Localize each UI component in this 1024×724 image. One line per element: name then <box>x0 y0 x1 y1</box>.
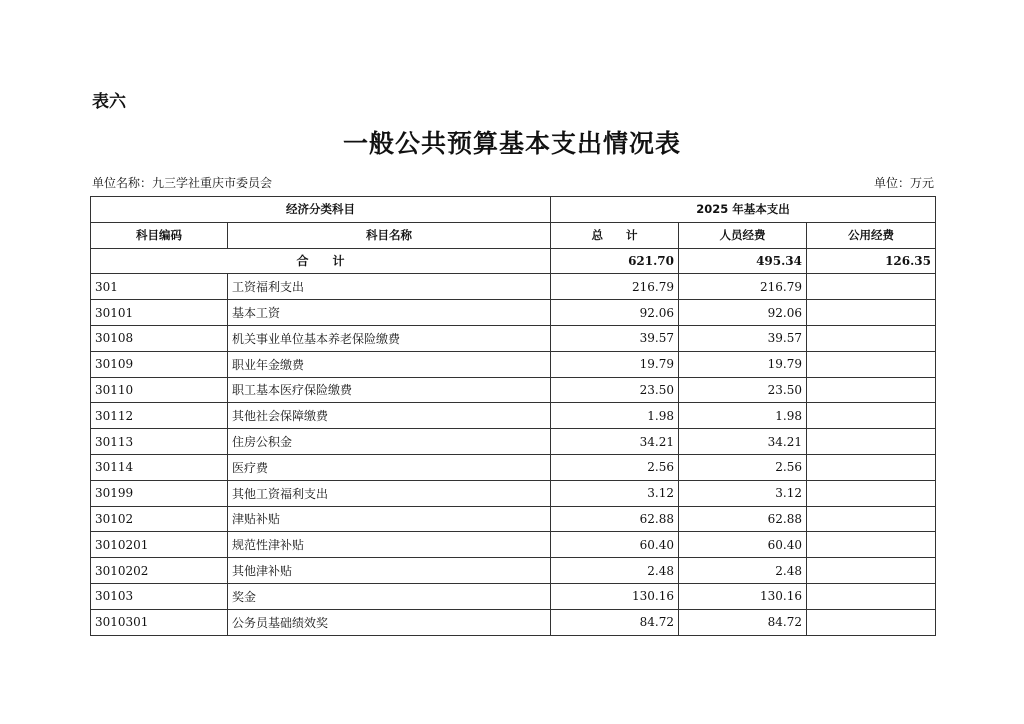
row-public <box>807 532 936 558</box>
row-public <box>807 506 936 532</box>
column-header-public: 公用经费 <box>807 222 936 248</box>
row-public <box>807 429 936 455</box>
row-public <box>807 480 936 506</box>
row-code: 30112 <box>91 403 228 429</box>
row-code: 301 <box>91 274 228 300</box>
row-total: 62.88 <box>551 506 679 532</box>
row-code: 30103 <box>91 583 228 609</box>
row-personnel: 1.98 <box>679 403 807 429</box>
row-name: 职业年金缴费 <box>228 351 551 377</box>
row-total: 34.21 <box>551 429 679 455</box>
row-public <box>807 403 936 429</box>
row-code: 30199 <box>91 480 228 506</box>
row-total: 92.06 <box>551 300 679 326</box>
row-personnel: 39.57 <box>679 325 807 351</box>
table-row <box>91 377 936 403</box>
row-name: 其他津补贴 <box>228 558 551 584</box>
table-row <box>91 325 936 351</box>
row-total: 3.12 <box>551 480 679 506</box>
unit-of-measure: 单位：万元 <box>873 176 934 190</box>
total-public: 126.35 <box>807 248 936 274</box>
column-header-code: 科目编码 <box>91 222 228 248</box>
row-total: 19.79 <box>551 351 679 377</box>
row-total: 2.48 <box>551 558 679 584</box>
row-public <box>807 300 936 326</box>
row-name: 工资福利支出 <box>228 274 551 300</box>
row-public <box>807 609 936 635</box>
total-amount: 621.70 <box>551 248 679 274</box>
row-personnel: 2.56 <box>679 454 807 480</box>
budget-table <box>90 196 936 636</box>
row-personnel: 34.21 <box>679 429 807 455</box>
table-row <box>91 300 936 326</box>
row-public <box>807 351 936 377</box>
row-code: 30113 <box>91 429 228 455</box>
row-total: 39.57 <box>551 325 679 351</box>
row-code: 30114 <box>91 454 228 480</box>
unit-info-line <box>92 174 934 191</box>
row-code: 30101 <box>91 300 228 326</box>
row-total: 60.40 <box>551 532 679 558</box>
row-code: 3010201 <box>91 532 228 558</box>
row-code: 30108 <box>91 325 228 351</box>
row-name: 津贴补贴 <box>228 506 551 532</box>
total-personnel: 495.34 <box>679 248 807 274</box>
total-row <box>91 248 936 274</box>
row-total: 216.79 <box>551 274 679 300</box>
row-public <box>807 377 936 403</box>
row-personnel: 84.72 <box>679 609 807 635</box>
row-total: 1.98 <box>551 403 679 429</box>
row-public <box>807 583 936 609</box>
column-header-total: 总 计 <box>551 222 679 248</box>
economic-category-header: 经济分类科目 <box>91 197 551 223</box>
row-code: 3010202 <box>91 558 228 584</box>
row-name: 机关事业单位基本养老保险缴费 <box>228 325 551 351</box>
row-name: 住房公积金 <box>228 429 551 455</box>
row-name: 奖金 <box>228 583 551 609</box>
table-row <box>91 532 936 558</box>
group-header-row <box>91 197 936 223</box>
row-total: 23.50 <box>551 377 679 403</box>
total-label: 合 计 <box>91 248 551 274</box>
basic-expenditure-header: 2025 年基本支出 <box>551 197 936 223</box>
row-name: 公务员基础绩效奖 <box>228 609 551 635</box>
row-name: 规范性津补贴 <box>228 532 551 558</box>
column-header-personnel: 人员经费 <box>679 222 807 248</box>
row-total: 2.56 <box>551 454 679 480</box>
row-public <box>807 454 936 480</box>
row-personnel: 216.79 <box>679 274 807 300</box>
row-name: 其他社会保障缴费 <box>228 403 551 429</box>
row-personnel: 92.06 <box>679 300 807 326</box>
row-public <box>807 558 936 584</box>
row-public <box>807 325 936 351</box>
row-code: 30109 <box>91 351 228 377</box>
row-personnel: 3.12 <box>679 480 807 506</box>
row-personnel: 62.88 <box>679 506 807 532</box>
table-row <box>91 558 936 584</box>
row-total: 84.72 <box>551 609 679 635</box>
row-personnel: 60.40 <box>679 532 807 558</box>
row-total: 130.16 <box>551 583 679 609</box>
row-personnel: 130.16 <box>679 583 807 609</box>
row-name: 医疗费 <box>228 454 551 480</box>
row-code: 30110 <box>91 377 228 403</box>
table-row <box>91 454 936 480</box>
table-row <box>91 609 936 635</box>
document-title: 一般公共预算基本支出情况表 <box>342 129 681 158</box>
row-personnel: 19.79 <box>679 351 807 377</box>
unit-name: 单位名称：九三学社重庆市委员会 <box>92 176 273 190</box>
column-header-row <box>91 222 936 248</box>
table-row <box>91 583 936 609</box>
table-row <box>91 506 936 532</box>
row-name: 其他工资福利支出 <box>228 480 551 506</box>
row-personnel: 2.48 <box>679 558 807 584</box>
column-header-name: 科目名称 <box>228 222 551 248</box>
table-row <box>91 403 936 429</box>
table-number-label: 表六 <box>92 92 126 112</box>
row-name: 基本工资 <box>228 300 551 326</box>
row-public <box>807 274 936 300</box>
row-code: 3010301 <box>91 609 228 635</box>
table-row <box>91 480 936 506</box>
row-name: 职工基本医疗保险缴费 <box>228 377 551 403</box>
table-row <box>91 351 936 377</box>
row-code: 30102 <box>91 506 228 532</box>
row-personnel: 23.50 <box>679 377 807 403</box>
table-row <box>91 274 936 300</box>
table-row <box>91 429 936 455</box>
